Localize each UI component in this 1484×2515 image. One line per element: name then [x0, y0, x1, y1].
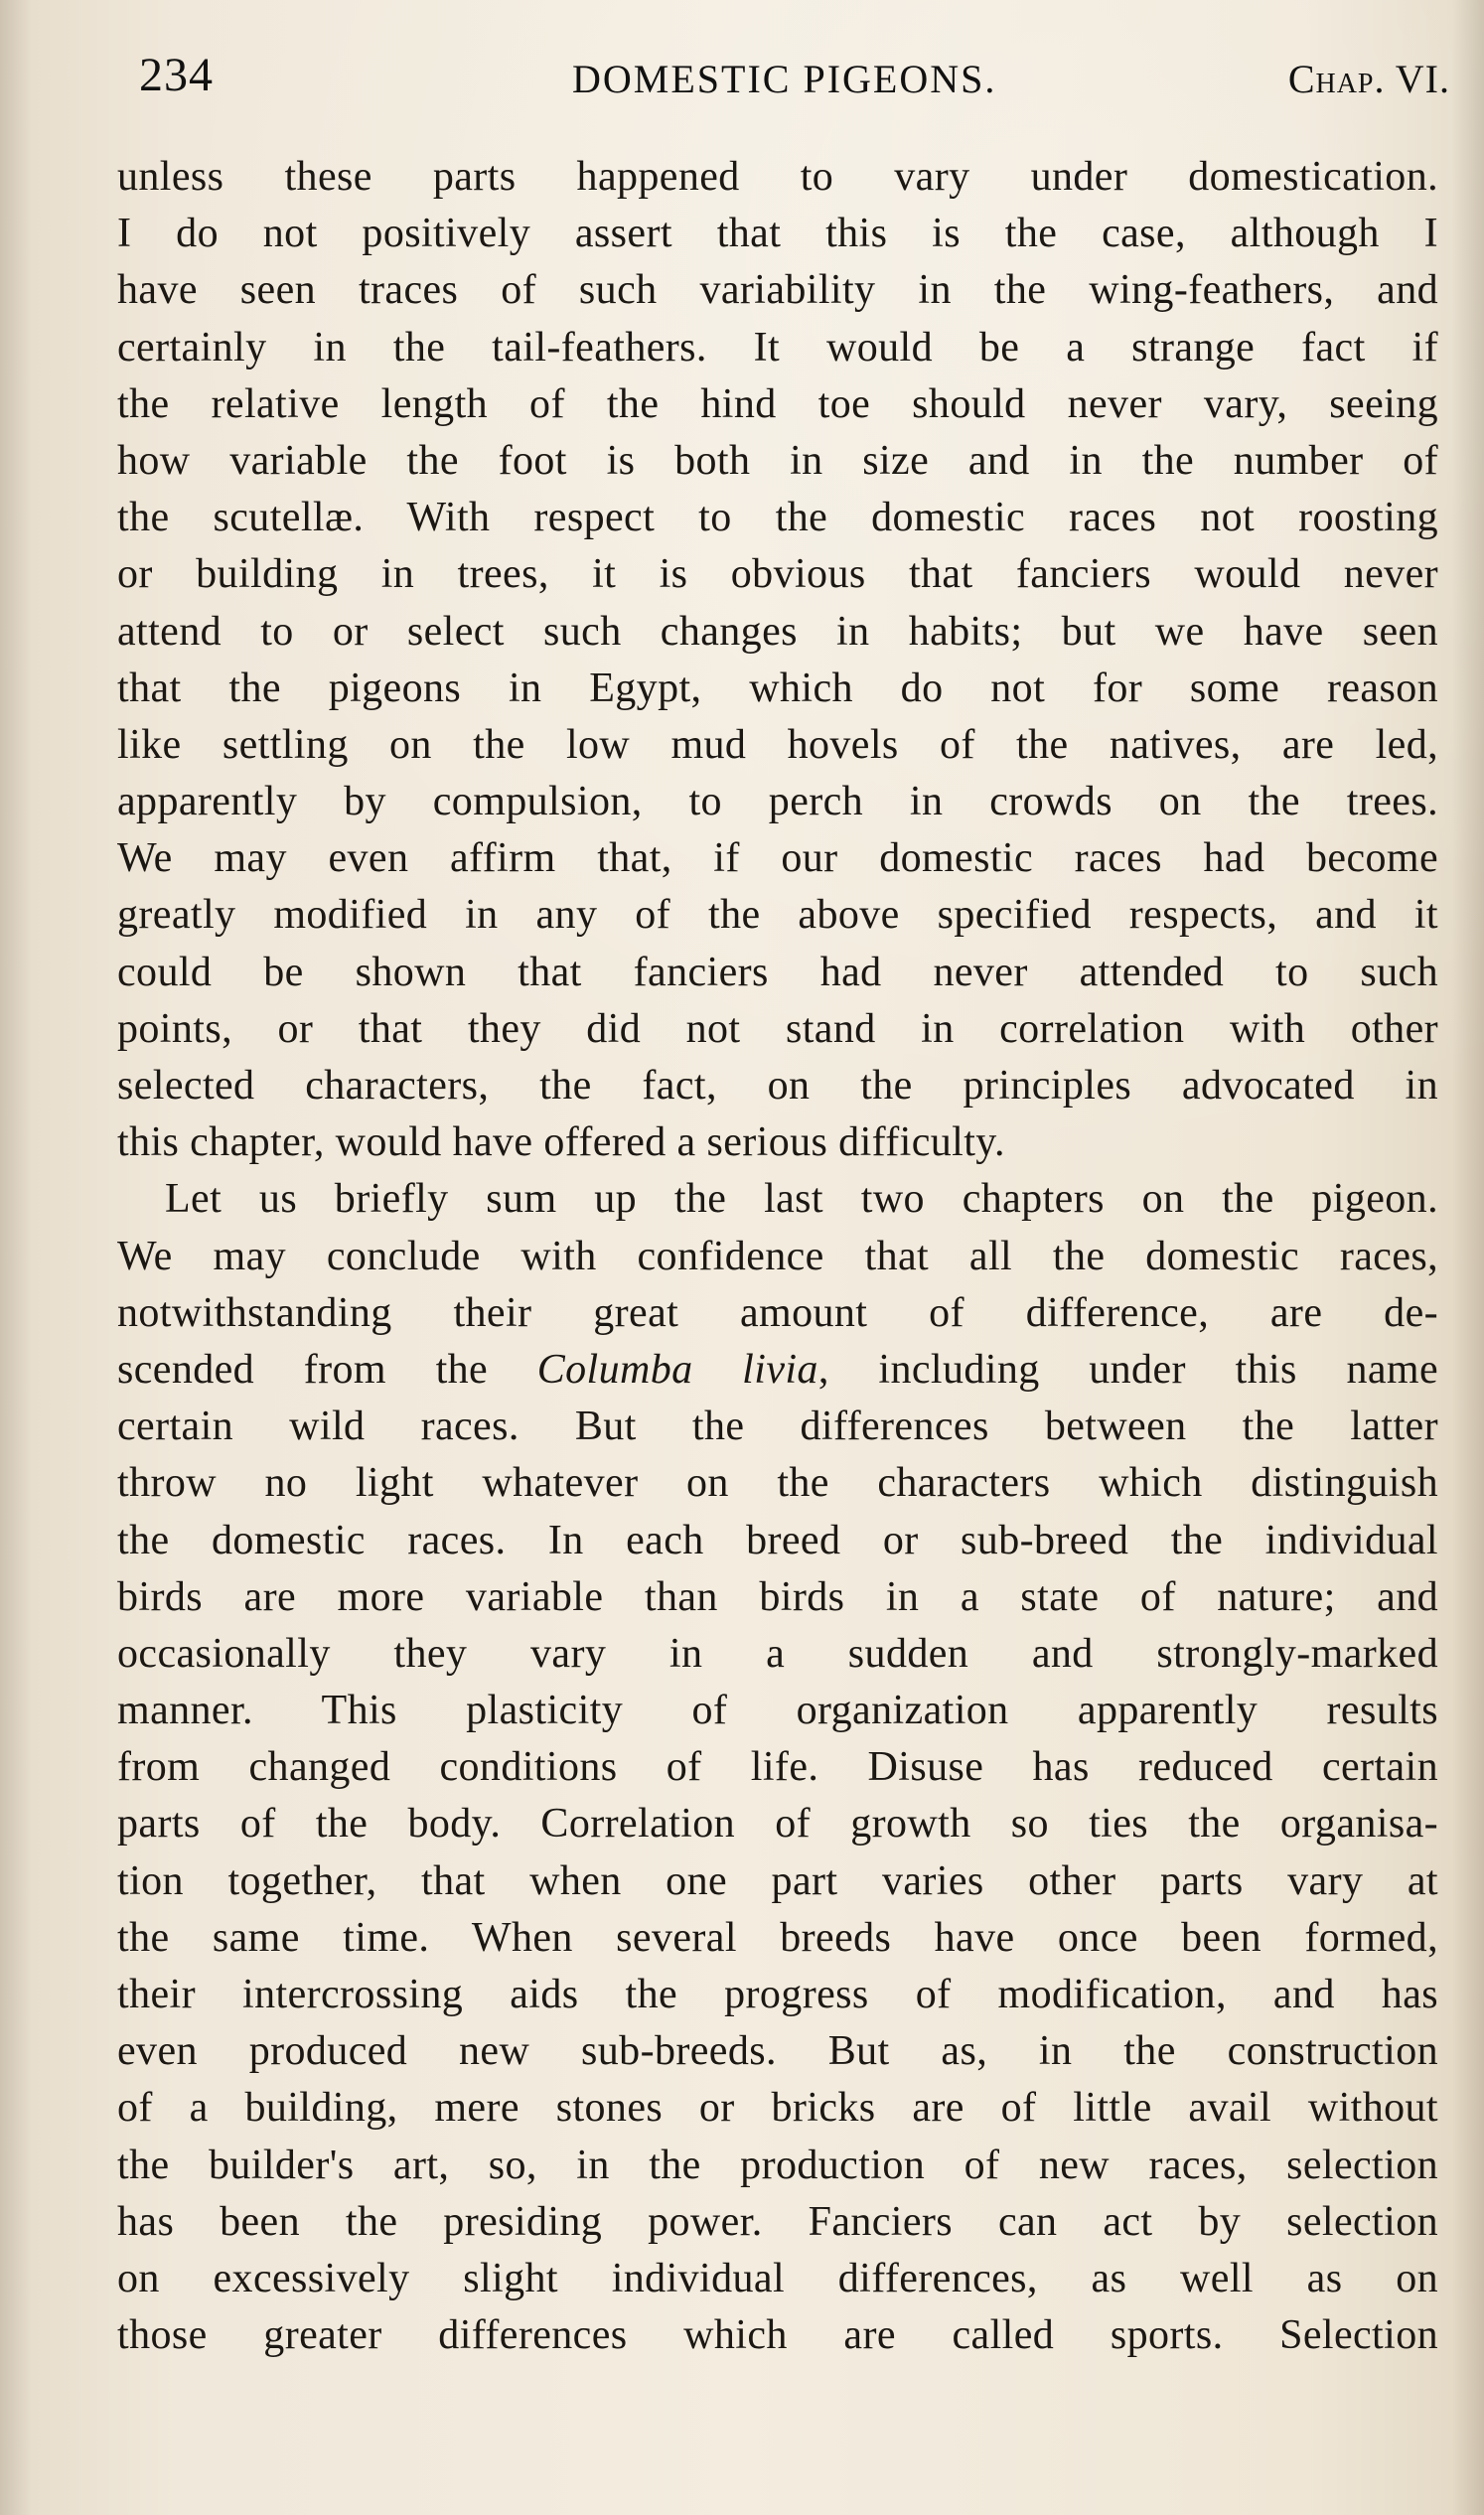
- text-line-21: notwithstanding their great amount of difference, are de-: [117, 1289, 1438, 1336]
- text-line-29: from changed conditions of life. Disuse has reduced certain: [117, 1744, 1438, 1791]
- text-line-13: We may even affirm that, if our domestic races had become: [117, 835, 1438, 882]
- text-line-19: Let us briefly sum up the last two chapters on the pigeon.: [165, 1176, 1438, 1223]
- text-line-14: greatly modified in any of the above specified respects, and it: [117, 892, 1438, 939]
- text-line-16: points, or that they did not stand in correlation with other: [117, 1005, 1438, 1052]
- text-line-12: apparently by compulsion, to perch in crowds on the trees.: [117, 779, 1438, 825]
- text-line-24: throw no light whatever on the characters which distinguish: [117, 1460, 1438, 1507]
- page-header: [139, 48, 1450, 117]
- text-line-35: of a building, mere stones or bricks are of little avail without: [117, 2085, 1438, 2132]
- text-line-38: on excessively slight individual differences, as well as on: [117, 2255, 1438, 2301]
- species-name-columba-livia: Columba livia: [536, 1346, 818, 1393]
- text-line-39: those greater differences which are called sports. Selection: [117, 2312, 1438, 2359]
- text-line-32: the same time. When several breeds have once been formed,: [117, 1914, 1438, 1961]
- text-line-18: this chapter, would have offered a serious difficulty.: [117, 1119, 1005, 1166]
- text-line-33: their intercrossing aids the progress of modification, and has: [117, 1972, 1438, 2017]
- text-line-5: the relative length of the hind toe should never vary, seeing: [117, 380, 1438, 427]
- text-line-20: We may conclude with confidence that all the domestic races,: [117, 1233, 1438, 1279]
- text-line-26: birds are more variable than birds in a state of nature; and: [117, 1573, 1438, 1620]
- text-line-27: occasionally they vary in a sudden and strongly-marked: [117, 1630, 1438, 1677]
- text-line-37: has been the presiding power. Fanciers can act by selection: [117, 2198, 1438, 2245]
- text-line-31: tion together, that when one part varies other parts vary at: [117, 1857, 1438, 1904]
- text-line-22-end: , including under this name: [817, 1346, 1438, 1393]
- text-line-28: manner. This plasticity of organization apparently results: [117, 1688, 1438, 1734]
- text-line-25: the domestic races. In each breed or sub-breed the individual: [117, 1517, 1438, 1563]
- text-line-4: certainly in the tail-feathers. It would be a strange fact if: [117, 324, 1438, 370]
- right-page-shadow: [1452, 0, 1484, 2515]
- text-line-3: have seen traces of such variability in the wing-feathers, and: [117, 267, 1438, 314]
- text-line-6: how variable the foot is both in size and in the number of: [117, 437, 1438, 484]
- page-number: 234: [139, 49, 214, 101]
- text-line-15: could be shown that fanciers had never attended to such: [117, 949, 1438, 995]
- text-line-8: or building in trees, it is obvious that fanciers would never: [117, 551, 1438, 598]
- chapter-label: Chap. VI.: [1287, 57, 1450, 101]
- text-line-36: the builder's art, so, in the production of new races, selection: [117, 2142, 1438, 2188]
- text-line-22: [117, 1342, 1438, 1399]
- text-line-2: I do not positively assert that this is the case, although I: [117, 211, 1438, 257]
- text-line-22-start: scended from the: [117, 1346, 489, 1393]
- text-line-23: certain wild races. But the differences between the latter: [117, 1404, 1438, 1450]
- text-line-9: attend to or select such changes in habits; but we have seen: [117, 608, 1438, 655]
- body-text: [117, 149, 1438, 2364]
- text-line-1: unless these parts happened to vary under domestication.: [117, 154, 1438, 200]
- text-line-34: even produced new sub-breeds. But as, in the construction: [117, 2028, 1438, 2075]
- text-line-7: the scutellæ. With respect to the domestic races not roosting: [117, 495, 1438, 541]
- text-line-11: like settling on the low mud hovels of the natives, are led,: [117, 721, 1438, 768]
- text-line-30: parts of the body. Correlation of growth so ties the organisa-: [117, 1801, 1438, 1848]
- running-title: DOMESTIC PIGEONS.: [572, 57, 997, 101]
- text-line-17: selected characters, the fact, on the principles advocated in: [117, 1063, 1438, 1109]
- text-line-10: that the pigeons in Egypt, which do not for some reason: [117, 665, 1438, 711]
- left-page-shadow: [0, 0, 32, 2515]
